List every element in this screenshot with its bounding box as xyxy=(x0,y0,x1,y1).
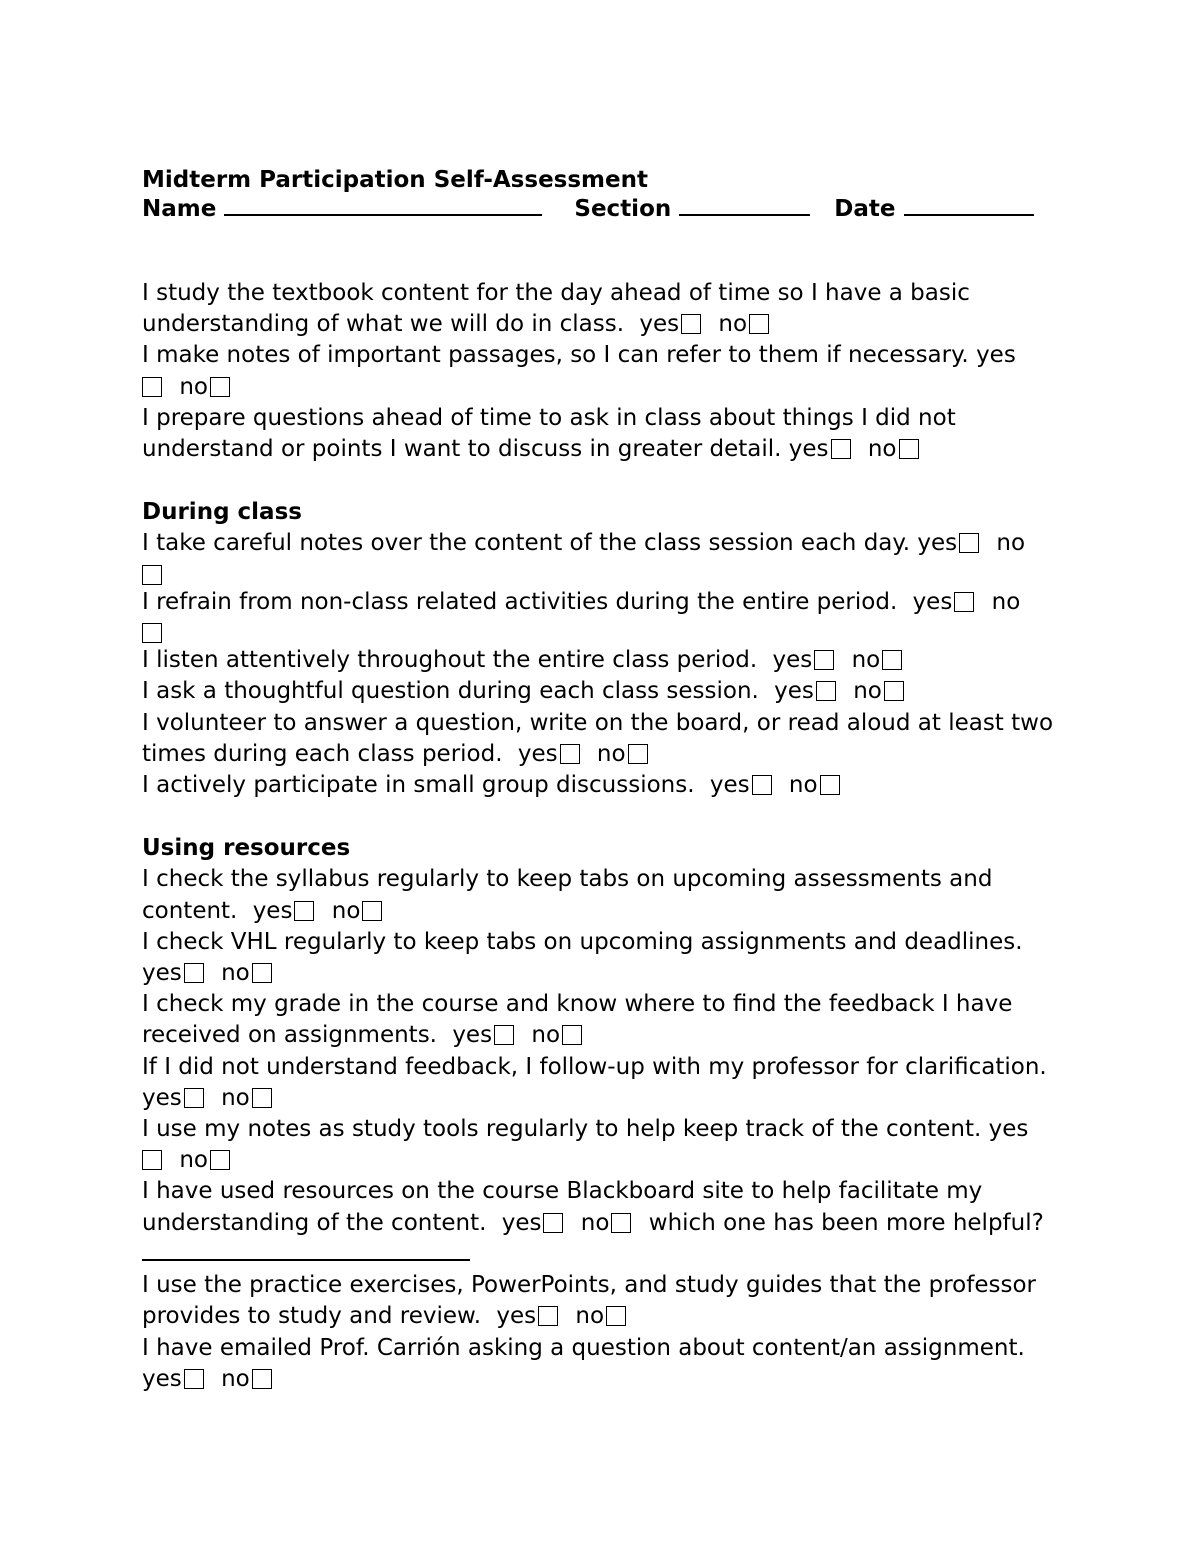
no-label: no xyxy=(179,373,208,400)
item-text: I ask a thoughtful question during each class session. xyxy=(142,678,759,705)
yes-label: yes xyxy=(709,772,750,799)
no-label: no xyxy=(531,1022,561,1049)
item-text: I listen attentively throughout the entire class period. xyxy=(142,647,758,674)
section-label: Section xyxy=(574,196,672,222)
no-label: no xyxy=(179,1147,208,1174)
yes-label: yes xyxy=(142,1365,182,1392)
yes-label: yes xyxy=(976,342,1016,369)
yes-checkbox[interactable] xyxy=(959,533,979,553)
no-label: no xyxy=(221,960,250,987)
yes-checkbox[interactable] xyxy=(814,650,834,670)
no-checkbox[interactable] xyxy=(142,565,162,585)
list-item xyxy=(142,1270,1072,1332)
no-checkbox[interactable] xyxy=(142,623,162,643)
no-checkbox[interactable] xyxy=(252,1088,272,1108)
no-label: no xyxy=(221,1084,250,1111)
no-checkbox[interactable] xyxy=(362,901,382,921)
no-label: no xyxy=(991,588,1021,615)
yes-checkbox[interactable] xyxy=(681,314,701,334)
list-item xyxy=(142,1333,1072,1395)
yes-checkbox[interactable] xyxy=(560,744,580,764)
during-class-heading: During class xyxy=(142,499,302,526)
list-item xyxy=(142,645,1072,676)
yes-label: yes xyxy=(772,647,813,674)
yes-checkbox[interactable] xyxy=(184,1088,204,1108)
yes-checkbox[interactable] xyxy=(538,1306,558,1326)
item-text: I check my grade in the course and know where to find the feedback I have received on assignments. xyxy=(142,991,1013,1049)
item-text: I study the textbook content for the day ahead of time so I have a basic understanding of what we will do in class. xyxy=(142,280,970,338)
yes-label: yes xyxy=(252,897,293,924)
name-field[interactable] xyxy=(224,194,542,216)
no-checkbox[interactable] xyxy=(252,1369,272,1389)
list-item xyxy=(142,278,1072,340)
no-checkbox[interactable] xyxy=(882,650,902,670)
yes-label: yes xyxy=(142,960,182,987)
no-checkbox[interactable] xyxy=(899,439,919,459)
yes-label: yes xyxy=(496,1303,537,1330)
no-checkbox[interactable] xyxy=(884,681,904,701)
yes-label: yes xyxy=(988,1116,1029,1143)
yes-label: yes xyxy=(501,1209,542,1236)
list-item xyxy=(142,989,1072,1051)
no-checkbox[interactable] xyxy=(628,744,648,764)
yes-checkbox[interactable] xyxy=(494,1025,514,1045)
yes-checkbox[interactable] xyxy=(184,963,204,983)
yes-checkbox[interactable] xyxy=(831,439,851,459)
list-item xyxy=(142,1114,1072,1176)
item-text: I have emailed Prof. Carrión asking a question about content/an assignment. xyxy=(142,1334,1025,1361)
item-text: I have used resources on the course Blackboard site to help facilitate my understanding of the content. xyxy=(142,1178,983,1236)
yes-checkbox[interactable] xyxy=(184,1369,204,1389)
date-field[interactable] xyxy=(904,194,1034,216)
list-item xyxy=(142,770,1072,801)
list-item xyxy=(142,1176,1072,1270)
no-label: no xyxy=(221,1365,250,1392)
no-label: no xyxy=(596,740,626,767)
list-item xyxy=(142,1052,1072,1114)
yes-label: yes xyxy=(517,740,558,767)
yes-checkbox[interactable] xyxy=(752,775,772,795)
no-label: no xyxy=(718,311,748,338)
list-item xyxy=(142,676,1072,707)
no-checkbox[interactable] xyxy=(820,775,840,795)
no-checkbox[interactable] xyxy=(611,1213,631,1233)
using-resources-heading: Using resources xyxy=(142,835,351,862)
helpful-question: which one has been more helpful? xyxy=(648,1209,1044,1236)
item-text: I volunteer to answer a question, write on the board, or read aloud at least two times during each class period. xyxy=(142,709,1054,767)
helpful-answer-field[interactable] xyxy=(142,1239,470,1261)
yes-checkbox[interactable] xyxy=(954,592,974,612)
list-item xyxy=(142,708,1072,770)
item-text: I prepare questions ahead of time to ask in class about things I did not understand or points I want to discuss in greater detail. xyxy=(142,404,956,463)
section-field[interactable] xyxy=(679,194,810,216)
list-item xyxy=(142,587,1072,649)
no-checkbox[interactable] xyxy=(562,1025,582,1045)
list-item xyxy=(142,403,1072,465)
no-label: no xyxy=(575,1303,605,1330)
no-label: no xyxy=(996,530,1026,557)
yes-label: yes xyxy=(912,588,953,615)
item-text: I use my notes as study tools regularly to help keep track of the content. xyxy=(142,1116,982,1143)
item-text: I check VHL regularly to keep tabs on upcoming assignments and deadlines. xyxy=(142,928,1023,955)
yes-checkbox[interactable] xyxy=(294,901,314,921)
yes-label: yes xyxy=(639,311,680,338)
item-text: I take careful notes over the content of the class session each day. xyxy=(142,530,911,557)
item-text: I make notes of important passages, so I can refer to them if necessary. xyxy=(142,342,969,369)
yes-checkbox[interactable] xyxy=(142,377,162,397)
item-text: If I did not understand feedback, I follow-up with my professor for clarification. xyxy=(142,1053,1047,1080)
form-content xyxy=(142,167,1072,1395)
list-item xyxy=(142,340,1072,402)
yes-label: yes xyxy=(452,1022,493,1049)
no-label: no xyxy=(853,678,882,705)
item-text: I check the syllabus regularly to keep tabs on upcoming assessments and content. xyxy=(142,866,993,924)
yes-checkbox[interactable] xyxy=(816,681,836,701)
no-checkbox[interactable] xyxy=(210,1150,230,1170)
list-item xyxy=(142,864,1072,926)
no-label: no xyxy=(788,772,818,799)
yes-checkbox[interactable] xyxy=(543,1213,563,1233)
no-label: no xyxy=(867,436,897,463)
no-checkbox[interactable] xyxy=(252,963,272,983)
yes-label: yes xyxy=(142,1084,182,1111)
list-item xyxy=(142,528,1072,590)
no-label: no xyxy=(331,897,361,924)
yes-label: yes xyxy=(788,436,829,463)
no-label: no xyxy=(580,1209,610,1236)
item-text: I actively participate in small group discussions. xyxy=(142,772,695,799)
name-label: Name xyxy=(142,196,217,222)
list-item xyxy=(142,927,1072,989)
header-fields-row xyxy=(142,194,1072,223)
no-checkbox[interactable] xyxy=(210,377,230,397)
no-label: no xyxy=(851,647,881,674)
item-text: I refrain from non-class related activities during the entire period. xyxy=(142,588,898,615)
yes-label: yes xyxy=(917,530,958,557)
form-title: Midterm Participation Self-Assessment xyxy=(142,167,648,193)
yes-label: yes xyxy=(774,678,814,705)
date-label: Date xyxy=(834,196,896,222)
item-text: I use the practice exercises, PowerPoints, and study guides that the professor provides to study and review. xyxy=(142,1272,1036,1330)
no-checkbox[interactable] xyxy=(606,1306,626,1326)
yes-checkbox[interactable] xyxy=(142,1150,162,1170)
no-checkbox[interactable] xyxy=(749,314,769,334)
